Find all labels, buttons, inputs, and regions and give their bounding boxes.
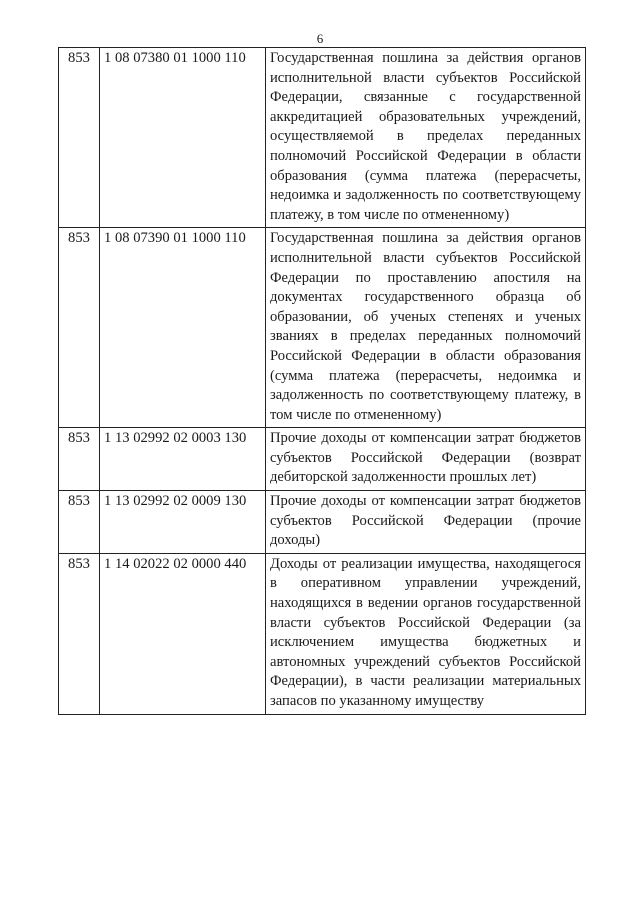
table-row	[59, 48, 586, 228]
admin-code-cell: 853	[59, 48, 100, 228]
description-cell: Государственная пошлина за действия органов исполнительной власти субъектов Российской Федерации, связанные с государственной аккредитацией образовательных учреждений, осуществляемой в пределах переданных полномочий Российской Федерации в области образования (сумма платежа (перерасчеты, недоимка и задолженность по соответствующему платежу, в том числе по отмененному)	[266, 48, 586, 228]
table-row	[59, 228, 586, 428]
budget-code-cell: 1 14 02022 02 0000 440	[100, 553, 266, 714]
budget-code-cell: 1 13 02992 02 0009 130	[100, 491, 266, 554]
budget-code-cell: 1 13 02992 02 0003 130	[100, 428, 266, 491]
admin-code-cell: 853	[59, 491, 100, 554]
budget-code-cell: 1 08 07390 01 1000 110	[100, 228, 266, 428]
description-cell: Доходы от реализации имущества, находящегося в оперативном управлении учреждений, находящихся в ведении органов государственной власти субъектов Российской Федерации (за исключением имущества бюджетных и автономных учреждений субъектов Российской Федерации), в части реализации материальных запасов по указанному имуществу	[266, 553, 586, 714]
description-cell: Прочие доходы от компенсации затрат бюджетов субъектов Российской Федерации (прочие доходы)	[266, 491, 586, 554]
page-number: 6	[316, 31, 324, 46]
budget-code-cell: 1 08 07380 01 1000 110	[100, 48, 266, 228]
description-cell: Государственная пошлина за действия органов исполнительной власти субъектов Российской Федерации по проставлению апостиля на документах государственного образца об образовании, об ученых степенях и ученых званиях в пределах переданных полномочий Российской Федерации в области образования (сумма платежа (перерасчеты, недоимка и задолженность по соответствующему платежу, в том числе по отмененному)	[266, 228, 586, 428]
admin-code-cell: 853	[59, 553, 100, 714]
admin-code-cell: 853	[59, 228, 100, 428]
description-cell: Прочие доходы от компенсации затрат бюджетов субъектов Российской Федерации (возврат дебиторской задолженности прошлых лет)	[266, 428, 586, 491]
table-row	[59, 428, 586, 491]
table-row	[59, 491, 586, 554]
revenue-codes-table	[58, 47, 586, 715]
table-row	[59, 553, 586, 714]
admin-code-cell: 853	[59, 428, 100, 491]
